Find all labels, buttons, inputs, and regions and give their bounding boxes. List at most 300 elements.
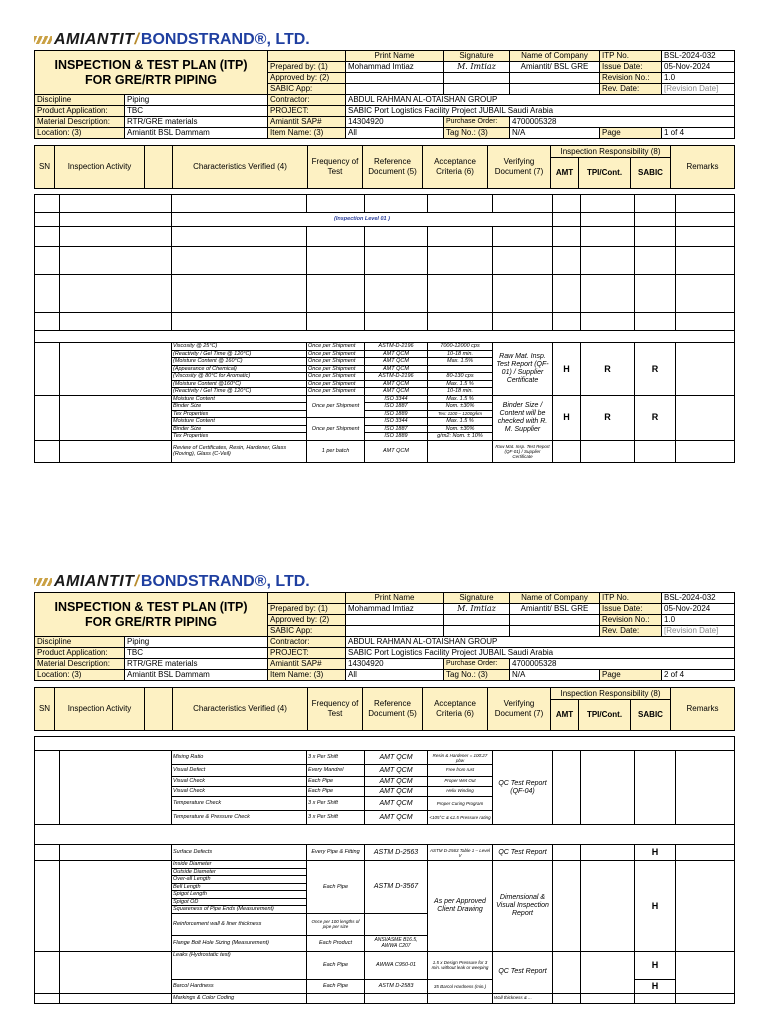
table-cell: Review of Certificates, Resin, Hardener, Glass (Roving), Glass (C-Veil) [172,440,307,462]
table-cell: TBC [125,106,268,117]
table-cell: 4700005328 [510,659,735,670]
empty-cell [428,365,493,373]
table-cell: AMT QCM [365,440,428,462]
table-cell: AMT QCM [365,350,428,358]
column-header-table [34,687,735,731]
empty-cell [35,751,60,825]
table-cell: N/A [510,670,600,681]
table-cell: Location: (3) [35,128,125,139]
empty-cell [635,195,676,213]
page-number: 2 of 4 [662,670,735,681]
logo-mark-icon [34,578,52,586]
table-cell: 3 x Per Shift [307,811,365,825]
empty-cell [35,440,60,462]
empty-cell [172,275,307,313]
empty-cell [365,913,428,935]
table-cell: Amiantit SAP# [268,659,346,670]
table-cell: Amiantit BSL Dammam [125,670,268,681]
empty-cell [60,845,172,861]
table-cell: 1.0 [662,73,735,84]
text-label: ®, LTD. [254,31,310,48]
empty-cell [172,195,307,213]
empty-cell [444,73,510,84]
table-cell: PROJECT: [268,106,346,117]
table-cell: Tag No.: (3) [444,670,510,681]
empty-cell [60,247,172,275]
table-cell: 1 per batch [307,440,365,462]
empty-cell [676,395,735,440]
table-cell: AMT [551,158,579,189]
empty-cell [307,247,365,275]
table-cell: AMT QCM [365,787,428,797]
itp-no-label: ITP No. [600,51,662,62]
table-cell: R [635,343,676,396]
table-cell: Once per Shipment [307,380,365,388]
text-label: / [134,31,139,48]
empty-cell [60,751,172,825]
table-row [35,751,735,765]
table-cell: ISO 3344 [365,418,428,426]
table-cell: ABDUL RAHMAN AL-OTAISHAN GROUP [346,637,735,648]
empty-cell [35,343,60,396]
table-cell: Temperature & Pressure Check [172,811,307,825]
empty-cell [676,993,735,1003]
empty-cell [581,195,635,213]
table-cell: AMT [551,700,579,731]
table-cell: Reinforcement wall & liner thickness [172,913,307,935]
table-cell: SABIC App: [268,626,346,637]
table-cell: (Reactivity / Gel Time @ 120°C) [172,350,307,358]
table-cell: Over-all Length [172,876,307,884]
empty-cell [428,440,493,462]
table-cell: Remarks [671,688,735,731]
table-cell: ISO 1889 [365,410,428,418]
empty-cell [428,227,493,247]
table-cell: Barcol Hardness [172,979,307,993]
empty-cell [493,195,553,213]
table-cell: Leaks (Hydrostatic test) [172,951,307,979]
empty-cell [635,247,676,275]
table-cell: Inspection Activity [55,688,145,731]
empty-cell [268,593,346,604]
table-cell: Approved by: (2) [268,73,346,84]
table-cell: Helix Winding [428,787,493,797]
empty-cell [510,84,600,95]
table-cell: Acceptance Criteria (6) [423,688,488,731]
table-cell: Verifying Document (7) [488,688,551,731]
table-cell: Piping [125,95,268,106]
table-cell: Markings & Color Coding [172,993,307,1003]
page-number: 1 of 4 [662,128,735,139]
empty-cell [676,275,735,313]
empty-cell [635,313,676,331]
empty-cell [145,688,173,731]
empty-cell [493,313,553,331]
table-cell: 14304920 [346,659,444,670]
text-label: FOR GRE/RTR PIPING [85,72,217,87]
table-cell: TBC [125,648,268,659]
text-label: BONDSTRAND [140,31,255,48]
table-cell: SABIC [631,158,671,189]
table-cell: Name of Company [510,593,600,604]
table-cell: AMT QCM [365,358,428,366]
table-cell: 10-18 min. [428,388,493,396]
empty-cell [676,195,735,213]
table-cell: Inspection Responsibility (8) [551,688,671,700]
empty-cell [172,227,307,247]
empty-cell [428,195,493,213]
table-cell: [Revision Date] [662,84,735,95]
table-cell: Item Name: (3) [268,128,346,139]
table-cell: AWWA C950-01 [365,951,428,979]
table-cell: Prepared by: (1) [268,62,346,73]
company-logo [34,572,734,592]
empty-cell [60,343,172,396]
table-cell: Inspection Responsibility (8) [551,146,671,158]
empty-cell [676,213,735,227]
empty-cell [493,247,553,275]
verifying-document: Dimensional & Visual Inspection Report [493,861,553,952]
table-cell: Mixing Ratio [172,751,307,765]
table-cell: H [635,861,676,952]
empty-cell [581,993,635,1003]
empty-cell [365,993,428,1003]
table-cell: Rev. Date: [600,84,662,95]
table-cell: Tag No.: (3) [444,128,510,139]
itp-header-table [34,50,735,139]
empty-cell [60,275,172,313]
table-cell: ITP No. [600,593,662,604]
table-cell: Reference Document (5) [363,688,423,731]
table-cell: Resin & Hardener = 100:27 pbw [428,751,493,765]
inspection-body-table-2 [34,736,735,1004]
inspection-level-heading: (Inspection Level 01 ) [172,213,553,227]
table-cell: Signature [444,593,510,604]
empty-cell [346,84,444,95]
table-cell: Issue Date: [600,604,662,615]
table-cell: Viscosity @ 25°C) [172,343,307,351]
empty-cell [60,395,172,440]
prepared-by-signature: M. Imtiaz [444,62,510,73]
table-cell: Page [600,128,662,139]
empty-cell [676,227,735,247]
table-cell: Material Description: [35,117,125,128]
itp-page-2 [34,572,734,1004]
empty-cell [635,993,676,1003]
table-cell: Visual Defect [172,765,307,777]
table-cell: Acceptance Criteria (6) [423,146,488,189]
table-cell: R [581,343,635,396]
table-cell: Discipline [35,637,125,648]
table-row [35,951,735,979]
table-cell: ASTM D-2563 [365,845,428,861]
empty-cell [365,313,428,331]
table-cell: Inside Diameter [172,861,307,869]
table-cell: 1.0 [662,615,735,626]
table-cell: Purchase Order: [444,659,510,670]
table-cell: Binder Size [172,425,307,433]
table-cell [35,593,268,637]
table-cell: AMT QCM [365,365,428,373]
table-cell: 4700005328 [510,117,735,128]
table-cell: Prepared by: (1) [268,604,346,615]
table-cell: Product Application: [35,648,125,659]
table-cell: Once per Shipment [307,395,365,418]
table-cell: ASTM-D-2196 [365,373,428,381]
empty-cell [553,227,581,247]
empty-cell [635,213,676,227]
text-label: FOR GRE/RTR PIPING [85,614,217,629]
table-cell: Bell Length [172,883,307,891]
table-cell: Reference Document (5) [363,146,423,189]
table-cell: Tex: 1100 – 1200g/km [428,410,493,418]
empty-cell [60,440,172,462]
table-cell: Visual Check [172,787,307,797]
empty-cell [553,247,581,275]
table-cell: Each Pipe [307,979,365,993]
table-cell: Each Product [307,935,365,951]
table-cell: AMT QCM [365,797,428,811]
empty-cell [553,313,581,331]
table-cell: Once per Shipment [307,343,365,351]
empty-cell [172,247,307,275]
verifying-document: QC Test Report (QF-04) [493,751,553,825]
empty-cell [581,951,635,993]
itp-no-value: BSL-2024-032 [662,51,735,62]
table-cell: Tex Properties [172,410,307,418]
empty-cell [346,73,444,84]
table-cell: Spigot OD [172,898,307,906]
table-cell: Once per 100 lengths of pipe per size [307,913,365,935]
empty-cell [145,146,173,189]
table-cell: Rev. Date: [600,626,662,637]
table-cell: SN [35,688,55,731]
empty-cell [676,751,735,825]
empty-cell [428,247,493,275]
empty-cell [635,440,676,462]
table-cell: Characteristics Verified (4) [173,146,308,189]
table-cell: Once per Shipment [307,388,365,396]
table-cell: Page [600,670,662,681]
table-cell: Each Pipe [307,777,365,787]
table-cell: SN [35,146,55,189]
empty-cell [60,227,172,247]
table-cell: SABIC Port Logistics Facility Project JUBAIL Saudi Arabia [346,648,735,659]
table-cell: Once per Shipment [307,358,365,366]
empty-cell [493,227,553,247]
table-cell: RTR/GRE materials [125,659,268,670]
table-cell: <105°C & ≤1.5 Pressure rating [428,811,493,825]
table-cell: M. Imtiaz [444,604,510,615]
table-cell: H [553,395,581,440]
table-cell: Characteristics Verified (4) [173,688,308,731]
table-cell: 14304920 [346,117,444,128]
verifying-document: Raw Mat. Insp. Test Report (QF-01) / Supplier Certificate [493,343,553,396]
table-row [35,861,735,869]
empty-cell [60,951,172,993]
table-row [35,993,735,1003]
empty-cell [428,313,493,331]
empty-cell [60,861,172,952]
table-cell: AMT QCM [365,765,428,777]
table-cell: Frequency of Test [308,688,363,731]
table-cell: Nom. ±30% [428,403,493,411]
table-cell: ISO 1887 [365,403,428,411]
table-cell: Moisture Content [172,395,307,403]
table-cell: Temperature Check [172,797,307,811]
text-label: BONDSTRAND [140,573,255,590]
issue-date: 05-Nov-2024 [662,62,735,73]
table-cell: Max. 1.5 % [428,418,493,426]
empty-cell [553,440,581,462]
table-cell: Flange Bolt Hole Sizing (Measurement) [172,935,307,951]
text-label: / [134,573,139,590]
empty-cell [493,275,553,313]
empty-cell [35,247,60,275]
empty-cell [35,395,60,440]
table-cell: H [635,845,676,861]
table-cell: g/m2: Nom. ± 10% [428,433,493,441]
empty-cell [581,440,635,462]
empty-cell [35,227,60,247]
table-cell: 05-Nov-2024 [662,604,735,615]
empty-cell [428,275,493,313]
table-cell: H [553,343,581,396]
table-cell: Moisture Content [172,418,307,426]
table-row [35,440,735,462]
inspection-body-table-1 [34,194,735,463]
table-cell: ASTM-D-2196 [365,343,428,351]
contractor-value: ABDUL RAHMAN AL-OTAISHAN GROUP [346,95,735,106]
table-cell: Amiantit SAP# [268,117,346,128]
table-cell: Binder Size [172,403,307,411]
empty-cell [510,615,600,626]
empty-cell [510,626,600,637]
table-cell: RTR/GRE materials [125,117,268,128]
empty-cell [676,861,735,952]
text-label: AMIANTIT [54,31,135,48]
empty-cell [553,195,581,213]
empty-cell [581,247,635,275]
table-cell: Frequency of Test [308,146,363,189]
table-cell: 35 Barcol Hardness (min.) [428,979,493,993]
table-cell: Discipline [35,95,125,106]
empty-cell [444,615,510,626]
table-cell: Once per Shipment [307,365,365,373]
table-cell: Revision No.: [600,615,662,626]
table-cell: Outside Diameter [172,868,307,876]
table-cell: H [635,951,676,979]
table-cell: Tex Properties [172,433,307,441]
empty-cell [346,615,444,626]
empty-cell [35,275,60,313]
table-cell: (Reactivity / Gel Time @ 120°C) [172,388,307,396]
table-cell: 1.5 x Design Pressure for 3 min. without leak or weeping [428,951,493,979]
table-cell: Contractor: [268,95,346,106]
table-cell: Max. 1.5 % [428,395,493,403]
table-cell: Print Name [346,593,444,604]
table-cell: Every Pipe & Fitting [307,845,365,861]
empty-cell [172,313,307,331]
empty-cell [35,331,735,343]
table-cell: AMT QCM [365,380,428,388]
empty-cell [635,275,676,313]
table-cell: SABIC App: [268,84,346,95]
table-cell: Squareness of Pipe Ends (Measurement) [172,906,307,914]
table-cell: Each Pipe [307,951,365,979]
table-cell: Product Application: [35,106,125,117]
table-cell: (Viscosity @ 80°C for Aromatic) [172,373,307,381]
table-cell: PROJECT: [268,648,346,659]
table-cell: 10-18 min. [428,350,493,358]
table-cell: ASTM D-2563 Table 1 – Level V [428,845,493,861]
table-cell: Max. 1.5 % [428,380,493,388]
table-cell: Max. 1.5% [428,358,493,366]
table-cell: Material Description: [35,659,125,670]
empty-cell [35,951,60,993]
table-cell: Free from rust [428,765,493,777]
empty-cell [35,861,60,952]
table-cell: AMT QCM [365,388,428,396]
empty-cell [676,951,735,993]
empty-cell [365,247,428,275]
text-label: INSPECTION & TEST PLAN (ITP) [54,57,248,72]
table-cell: [Revision Date] [662,626,735,637]
table-cell: Mohammad Imtiaz [346,604,444,615]
table-cell: Proper Wet Out [428,777,493,787]
itp-page-1 [34,30,734,463]
table-cell: BSL-2024-032 [662,593,735,604]
empty-cell [35,825,735,845]
table-cell: Revision No.: [600,73,662,84]
table-cell: Contractor: [268,637,346,648]
table-cell: Inspection Activity [55,146,145,189]
empty-cell [365,227,428,247]
table-row [35,343,735,351]
table-cell: R [635,395,676,440]
table-cell: TPI/Cont. [579,700,631,731]
empty-cell [60,313,172,331]
empty-cell [635,751,676,825]
empty-cell [635,227,676,247]
empty-cell [553,951,581,993]
table-cell: Wall thickness & ... [493,993,553,1003]
empty-cell [365,275,428,313]
table-cell: ANSI/ASME B16.5, AWWA C207 [365,935,428,951]
empty-cell [307,313,365,331]
empty-cell [581,213,635,227]
empty-cell [553,751,581,825]
table-cell: Approved by: (2) [268,615,346,626]
empty-cell [553,993,581,1003]
empty-cell [581,861,635,952]
empty-cell [553,213,581,227]
table-cell: Raw Mat. Insp. Test Report (QF-01) / Supplier Certificate [493,440,553,462]
table-cell: Every Mandrel [307,765,365,777]
empty-cell [553,845,581,861]
empty-cell [60,993,172,1003]
table-cell: ASTM D-2583 [365,979,428,993]
empty-cell [346,626,444,637]
empty-cell [428,993,493,1003]
empty-cell [307,275,365,313]
table-cell: As per Approved Client Drawing [428,861,493,952]
company-label: Name of Company [510,51,600,62]
table-cell: H [635,979,676,993]
empty-cell [581,751,635,825]
empty-cell [35,845,60,861]
table-cell: QC Test Report [493,951,553,993]
